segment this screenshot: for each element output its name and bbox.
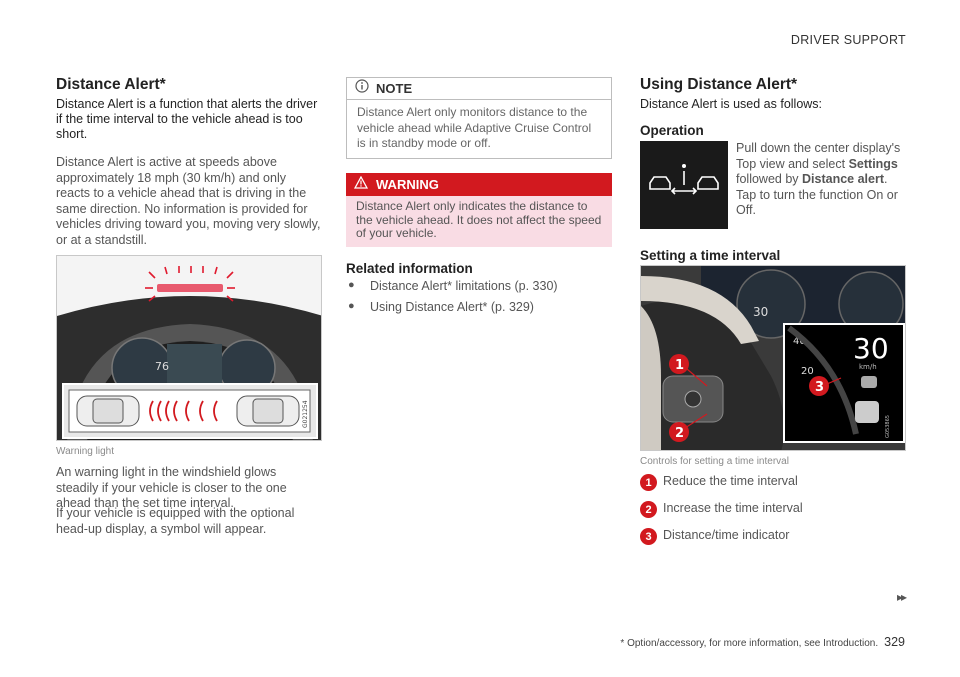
note-title: NOTE: [376, 81, 413, 96]
distance-alert-button-icon: [640, 141, 728, 229]
legend-item-1: [640, 474, 798, 491]
legend-text: Distance/time indicator: [663, 528, 790, 542]
callout-2: 2: [675, 426, 685, 441]
note-box: [346, 77, 612, 159]
using-lead: Distance Alert is used as follows:: [640, 97, 823, 111]
op-line-1: Pull down the center display's: [736, 141, 901, 155]
related-link-limitations[interactable]: ● Distance Alert* limitations (p. 330): [348, 279, 558, 293]
legend-item-2: [640, 501, 803, 518]
operation-instructions: Pull down the center display's Top view and select Settings followed by Distance alert. Tap to turn the function On or Off.: [736, 141, 906, 219]
callout-3: 3: [815, 380, 825, 395]
steering-wheel-illustration: [640, 265, 906, 451]
next-page-arrows-icon[interactable]: ▸▸: [896, 590, 905, 604]
distance-alert-lead: Distance Alert is a function that alerts the driver if the time interval to the vehicle ahead is too short.: [56, 97, 318, 141]
legend-text: Increase the time interval: [663, 501, 803, 515]
image-code-2: G053865: [885, 415, 891, 438]
using-distance-alert-title: Using Distance Alert*: [640, 76, 798, 93]
time-interval-title: Setting a time interval: [640, 248, 781, 263]
section-header: DRIVER SUPPORT: [790, 33, 906, 47]
related-link-using[interactable]: ● Using Distance Alert* (p. 329): [348, 300, 534, 314]
warning-triangle-icon: [354, 176, 368, 194]
info-icon: [355, 79, 369, 98]
warning-light-illustration: [56, 255, 322, 441]
related-link-text[interactable]: Distance Alert* limitations (p. 330): [370, 279, 558, 293]
speed-readout: 76: [155, 360, 169, 373]
distance-alert-title: Distance Alert*: [56, 76, 166, 93]
set-speed-big: 30: [853, 332, 889, 365]
op-line-4: Tap to turn the function On or: [736, 187, 898, 202]
warning-box: [346, 173, 612, 247]
speed-unit: km/h: [859, 363, 877, 371]
warning-body: Distance Alert only indicates the distance to the vehicle ahead. It does not affect the speed of your vehicle.: [356, 199, 602, 240]
callout-1: 1: [675, 358, 685, 373]
legend-number: 1: [640, 474, 657, 491]
note-body: Distance Alert only monitors distance to the vehicle ahead while Adaptive Cruise Control is in standby mode or off.: [357, 105, 592, 150]
time-interval-caption: Controls for setting a time interval: [640, 456, 789, 467]
distance-alert-link[interactable]: Distance alert: [802, 172, 885, 186]
warning-light-para2: If your vehicle is equipped with the optional head-up display, a symbol will appear.: [56, 506, 295, 536]
legend-number: 3: [640, 528, 657, 545]
tick-40: 40: [793, 336, 806, 347]
op-line-2: Top view and select: [736, 156, 846, 171]
image-code: G021254: [302, 400, 309, 428]
warning-light-para1: An warning light in the windshield glows steadily if your vehicle is closer to the one ahead than the set time interval.: [56, 465, 287, 510]
operation-title: Operation: [640, 123, 704, 138]
legend-text: Reduce the time interval: [663, 474, 798, 488]
legend-number: 2: [640, 501, 657, 518]
cluster-speed: 30: [753, 305, 769, 319]
related-info-title: Related information: [346, 261, 473, 276]
settings-link[interactable]: Settings: [848, 156, 898, 171]
distance-alert-body: Distance Alert is active at speeds above approximately 18 mph (30 km/h) and only reacts to a vehicle ahead that is driving in the same direction. No information is provided for vehicles driving toward you, moving very slowly, or at a standstill.: [56, 155, 321, 247]
footer-note: * Option/accessory, for more information, see Introduction.: [620, 638, 879, 649]
legend-item-3: [640, 528, 789, 545]
page-number: 329: [884, 635, 905, 649]
warning-light-caption: Warning light: [56, 446, 114, 457]
related-link-text[interactable]: Using Distance Alert* (p. 329): [370, 300, 534, 314]
op-line-5: Off.: [736, 203, 756, 217]
tick-20: 20: [801, 366, 814, 377]
warning-title: WARNING: [376, 177, 439, 192]
op-line-3: followed by: [736, 172, 799, 186]
footer: [620, 635, 905, 649]
